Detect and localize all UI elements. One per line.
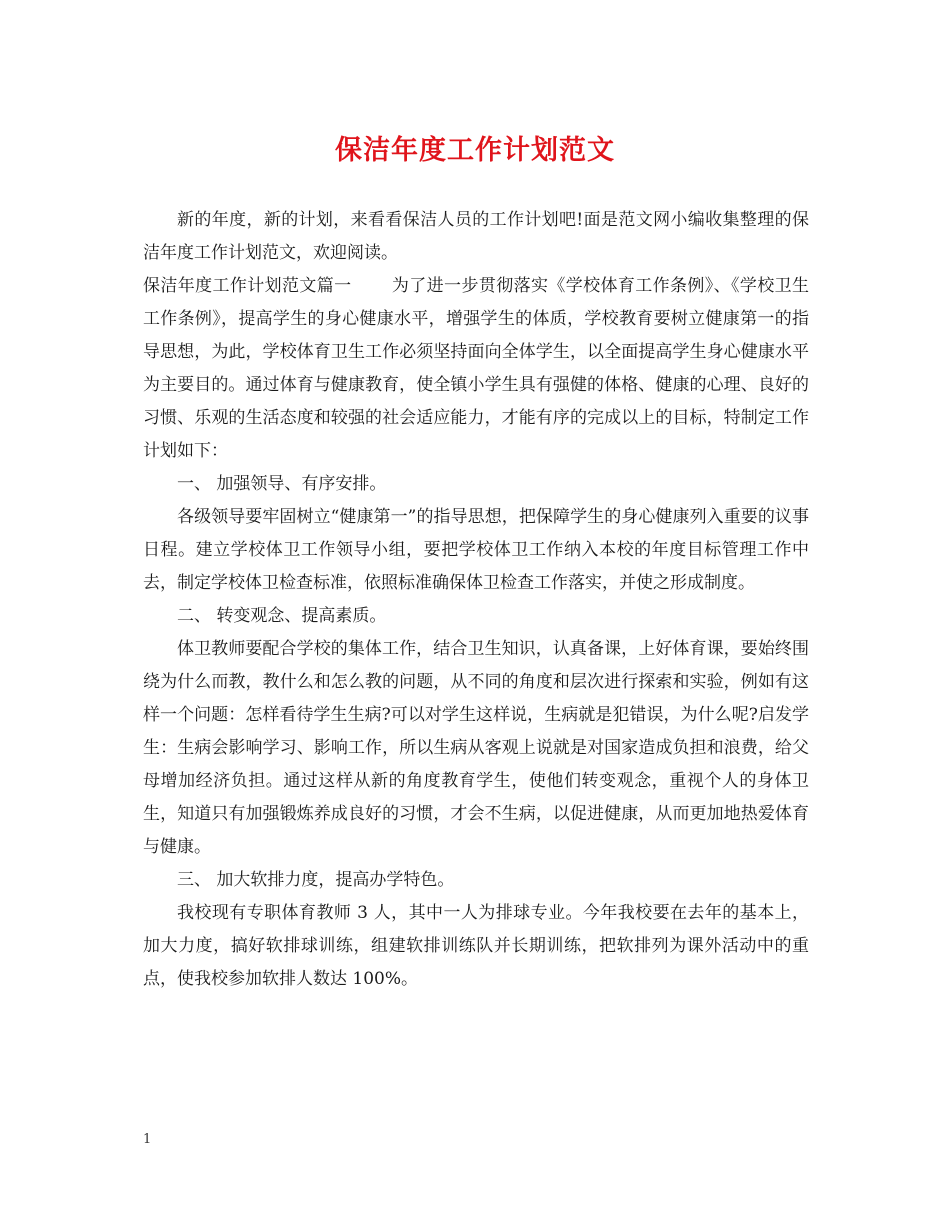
- item-heading-1: 一、 加强领导、有序安排。: [177, 474, 387, 494]
- section-paragraph: [143, 270, 809, 468]
- page-number: 1: [143, 1132, 152, 1147]
- section-text: 为了进一步贯彻落实《学校体育工作条例》、《学校卫生工作条例》，提高学生的身心健康水平，增强学生的体质，学校教育要树立健康第一的指导思想，为此，学校体育卫生工作必须坚持面向全体学生，以全面提高学生身心健康水平为主要目的。通过体育与健康教育，使全镇小学生具有强健的体格、健康的心理、良好的习惯、乐观的生活态度和较强的社会适应能力，才能有序的完成以上的目标，特制定工作计划如下：: [143, 276, 810, 461]
- item-paragraph-1: 各级领导要牢固树立“健康第一”的指导思想，把保障学生的身心健康列入重要的议事日程。建立学校体卫工作领导小组，要把学校体卫工作纳入本校的年度目标管理工作中去，制定学校体卫检查标准，依照标准确保体卫检查工作落实，并使之形成制度。: [143, 507, 809, 593]
- intro-paragraph: 新的年度，新的计划，来看看保洁人员的工作计划吧!面是范文网小编收集整理的保洁年度工作计划范文，欢迎阅读。: [143, 210, 809, 263]
- item-paragraph-3: 我校现有专职体育教师 3 人，其中一人为排球专业。今年我校要在去年的基本上，加大力度，搞好软排球训练，组建软排训练队并长期训练，把软排列为课外活动中的重点，使我校参加软排人数达 100%。: [143, 903, 809, 989]
- item-heading-3: 三、 加大软排力度，提高办学特色。: [177, 870, 455, 890]
- document-title: 保洁年度工作计划范文: [335, 135, 615, 166]
- section-label: 保洁年度工作计划范文篇一: [143, 276, 352, 296]
- item-heading-2: 二、 转变观念、提高素质。: [177, 606, 387, 626]
- item-paragraph-2: 体卫教师要配合学校的集体工作，结合卫生知识，认真备课，上好体育课，要始终围绕为什么而教，教什么和怎么教的问题，从不同的角度和层次进行探索和实验，例如有这样一个问题：怎样看待学生生病?可以对学生这样说，生病就是犯错误，为什么呢?启发学生：生病会影响学习、影响工作，所以生病从客观上说就是对国家造成负担和浪费，给父母增加经济负担。通过这样从新的角度教育学生，使他们转变观念，重视个人的身体卫生，知道只有加强锻炼养成良好的习惯，才会不生病，以促进健康，从而更加地热爱体育与健康。: [143, 639, 809, 857]
- document-body: [143, 204, 809, 996]
